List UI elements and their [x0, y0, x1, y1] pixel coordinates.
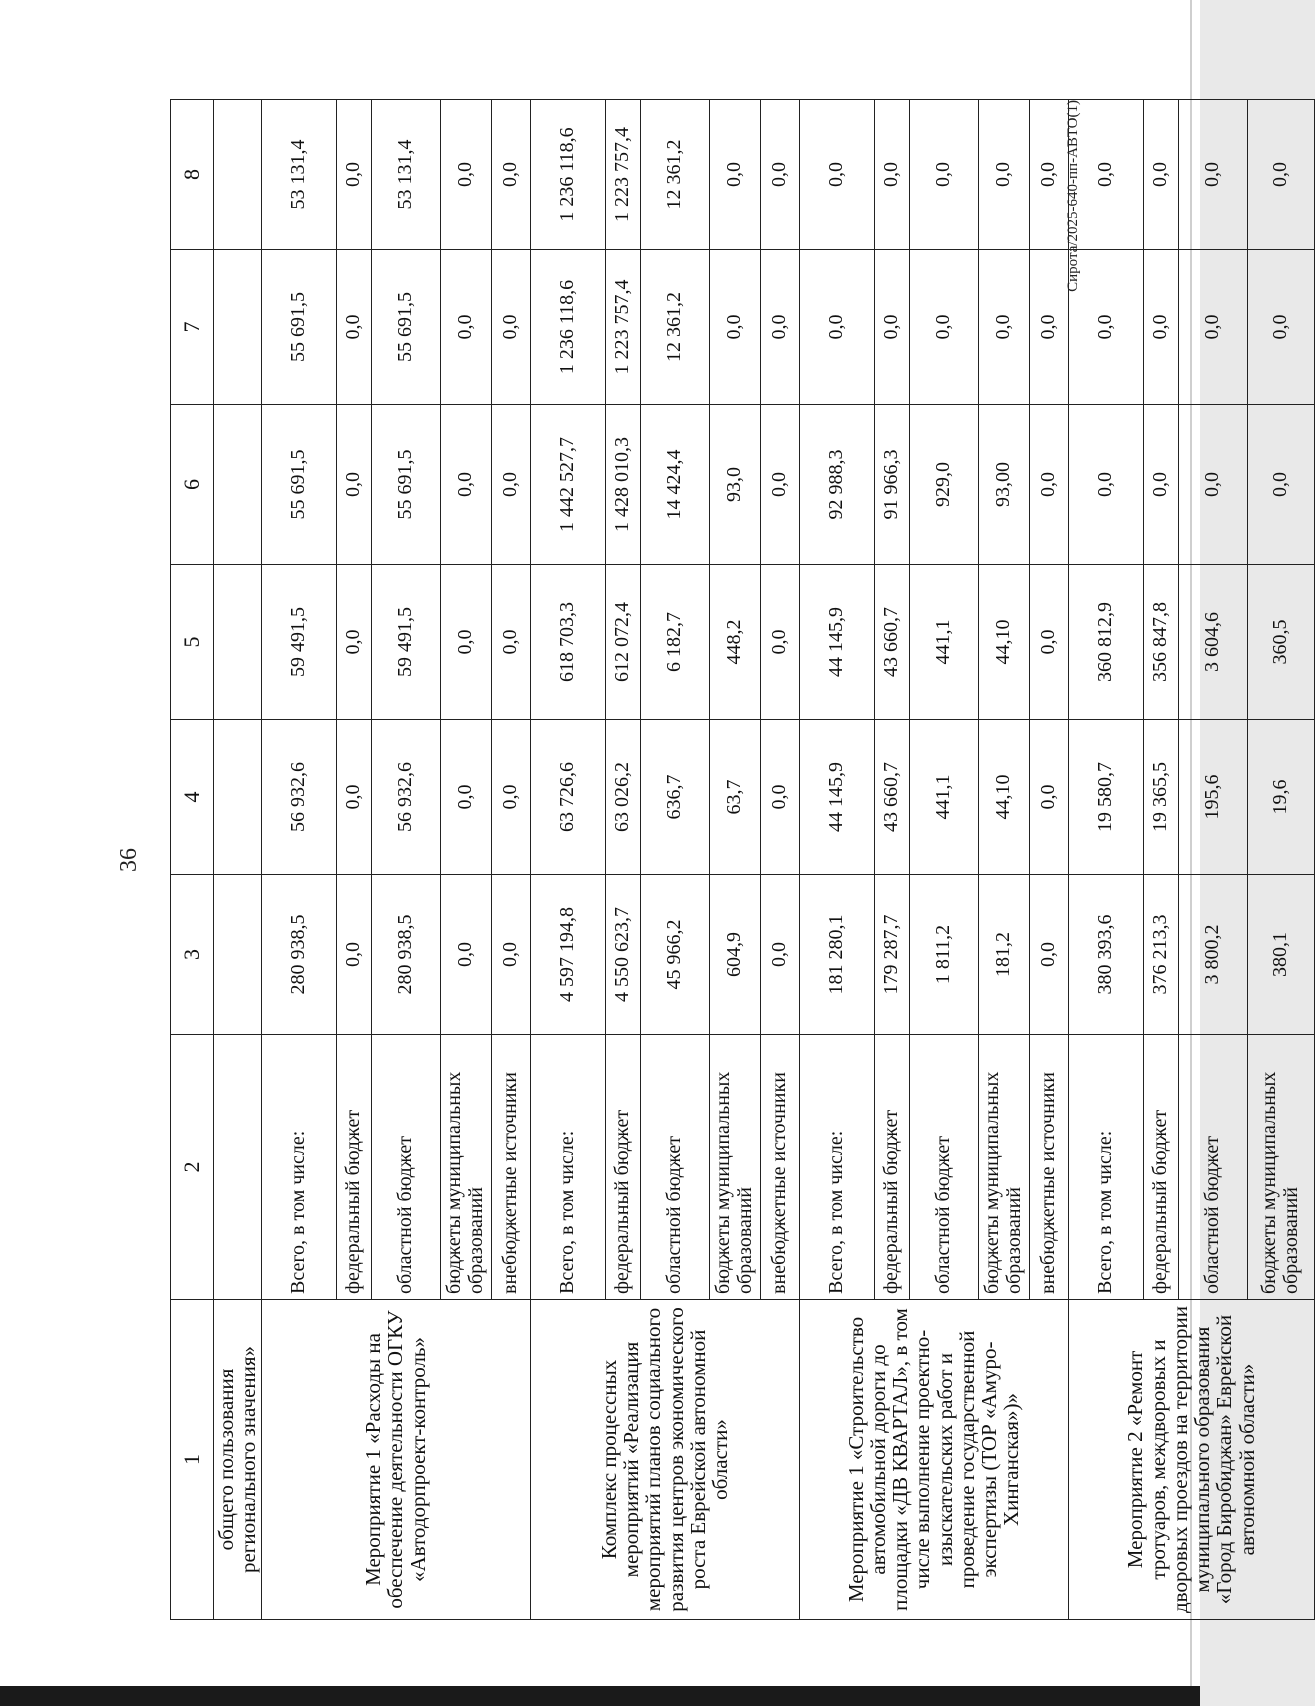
- amount-cell: 0,0: [1068, 100, 1143, 250]
- continuation-name: общего пользования регионального значения»: [214, 1300, 262, 1620]
- amount-cell: 0,0: [1068, 250, 1143, 405]
- amount-cell: 0,0: [760, 100, 799, 250]
- amount-cell: 181,2: [978, 875, 1029, 1035]
- amount-cell: 1 223 757,4: [605, 250, 640, 405]
- amount-cell: 380 393,6: [1068, 875, 1143, 1035]
- funding-source: областной бюджет: [640, 1035, 709, 1300]
- funding-source: федеральный бюджет: [336, 1035, 371, 1300]
- amount-cell: 0,0: [491, 565, 530, 720]
- amount-cell: 0,0: [978, 100, 1029, 250]
- amount-cell: 56 932,6: [371, 720, 440, 875]
- measure-name: Мероприятие 1 «Строительство автомобильной дороги до площадки «ДВ КВАРТАЛ», в том числе выполнение проектно-изыскательских работ и проведение государственной экспертизы (ТОР «Амуро-Хинганская»)»: [799, 1300, 1068, 1620]
- column-header-3: 3: [171, 875, 214, 1035]
- amount-cell: 12 361,2: [640, 250, 709, 405]
- amount-cell: 280 938,5: [371, 875, 440, 1035]
- funding-source: областной бюджет: [1178, 1035, 1247, 1300]
- amount-cell: 43 660,7: [874, 565, 909, 720]
- funding-source: внебюджетные источники: [1029, 1035, 1068, 1300]
- funding-source: федеральный бюджет: [605, 1035, 640, 1300]
- file-mark: Сирота/2025-640-пп-АВТО(1): [1065, 100, 1081, 292]
- amount-cell: 1 442 527,7: [530, 405, 605, 565]
- amount-cell: 0,0: [1029, 565, 1068, 720]
- amount-cell: 43 660,7: [874, 720, 909, 875]
- table-row: [1068, 100, 1143, 1620]
- amount-cell: 604,9: [709, 875, 760, 1035]
- funding-source: федеральный бюджет: [1143, 1035, 1178, 1300]
- amount-cell: 4 550 623,7: [605, 875, 640, 1035]
- amount-cell: 0,0: [1029, 720, 1068, 875]
- amount-cell: 91 966,3: [874, 405, 909, 565]
- page-number: 36: [116, 848, 142, 872]
- column-header-4: 4: [171, 720, 214, 875]
- amount-cell: 0,0: [1143, 100, 1178, 250]
- amount-cell: 93,0: [709, 405, 760, 565]
- amount-cell: 0,0: [1029, 250, 1068, 405]
- budget-table: [170, 99, 1315, 1620]
- amount-cell: 53 131,4: [261, 100, 336, 250]
- amount-cell: 0,0: [1143, 250, 1178, 405]
- amount-cell: 44,10: [978, 720, 1029, 875]
- amount-cell: 356 847,8: [1143, 565, 1178, 720]
- amount-cell: 0,0: [760, 405, 799, 565]
- table-row: [261, 100, 336, 1620]
- amount-cell: 53 131,4: [371, 100, 440, 250]
- funding-source: Всего, в том числе:: [530, 1035, 605, 1300]
- amount-cell: 4 597 194,8: [530, 875, 605, 1035]
- amount-cell: 92 988,3: [799, 405, 874, 565]
- header-row: [171, 100, 214, 1620]
- amount-cell: 55 691,5: [261, 405, 336, 565]
- amount-cell: 59 491,5: [261, 565, 336, 720]
- amount-cell: 0,0: [1178, 250, 1247, 405]
- amount-cell: 0,0: [440, 720, 491, 875]
- amount-cell: 19 580,7: [1068, 720, 1143, 875]
- amount-cell: 55 691,5: [371, 405, 440, 565]
- continuation-row: [214, 100, 262, 1620]
- amount-cell: 56 932,6: [261, 720, 336, 875]
- funding-source: Всего, в том числе:: [1068, 1035, 1143, 1300]
- amount-cell: 44 145,9: [799, 720, 874, 875]
- amount-cell: 929,0: [909, 405, 978, 565]
- amount-cell: 55 691,5: [371, 250, 440, 405]
- amount-cell: 0,0: [440, 250, 491, 405]
- amount-cell: 0,0: [799, 250, 874, 405]
- amount-cell: 1 428 010,3: [605, 405, 640, 565]
- amount-cell: 360 812,9: [1068, 565, 1143, 720]
- amount-cell: 612 072,4: [605, 565, 640, 720]
- amount-cell: 0,0: [491, 875, 530, 1035]
- funding-source: бюджеты муниципальных образований: [978, 1035, 1029, 1300]
- amount-cell: 0,0: [440, 875, 491, 1035]
- amount-cell: 0,0: [1178, 100, 1247, 250]
- amount-cell: 0,0: [1247, 250, 1314, 405]
- amount-cell: 0,0: [440, 565, 491, 720]
- amount-cell: 179 287,7: [874, 875, 909, 1035]
- amount-cell: 0,0: [336, 720, 371, 875]
- amount-cell: 0,0: [709, 100, 760, 250]
- amount-cell: 45 966,2: [640, 875, 709, 1035]
- amount-cell: 0,0: [760, 250, 799, 405]
- amount-cell: 44,10: [978, 565, 1029, 720]
- column-header-6: 6: [171, 405, 214, 565]
- funding-source: бюджеты муниципальных образований: [440, 1035, 491, 1300]
- amount-cell: 63 026,2: [605, 720, 640, 875]
- measure-name: Мероприятие 2 «Ремонт тротуаров, междворовых и дворовых проездов на территории муниципального образования «Город Биробиджан» Еврейской автономной области»: [1068, 1300, 1314, 1620]
- amount-cell: 59 491,5: [371, 565, 440, 720]
- funding-source: внебюджетные источники: [760, 1035, 799, 1300]
- amount-cell: 55 691,5: [261, 250, 336, 405]
- amount-cell: 0,0: [1029, 405, 1068, 565]
- amount-cell: 0,0: [336, 405, 371, 565]
- amount-cell: 63 726,6: [530, 720, 605, 875]
- amount-cell: 1 811,2: [909, 875, 978, 1035]
- amount-cell: 19,6: [1247, 720, 1314, 875]
- amount-cell: 0,0: [1068, 405, 1143, 565]
- amount-cell: 6 182,7: [640, 565, 709, 720]
- amount-cell: 19 365,5: [1143, 720, 1178, 875]
- column-header-5: 5: [171, 565, 214, 720]
- amount-cell: 1 236 118,6: [530, 250, 605, 405]
- amount-cell: 0,0: [336, 565, 371, 720]
- amount-cell: 44 145,9: [799, 565, 874, 720]
- amount-cell: 0,0: [491, 405, 530, 565]
- funding-source: бюджеты муниципальных образований: [709, 1035, 760, 1300]
- amount-cell: 0,0: [1178, 405, 1247, 565]
- funding-source: областной бюджет: [909, 1035, 978, 1300]
- amount-cell: 0,0: [440, 100, 491, 250]
- funding-source: федеральный бюджет: [874, 1035, 909, 1300]
- table-row: [530, 100, 605, 1620]
- amount-cell: 0,0: [909, 250, 978, 405]
- amount-cell: 441,1: [909, 720, 978, 875]
- column-header-7: 7: [171, 250, 214, 405]
- amount-cell: 0,0: [709, 250, 760, 405]
- amount-cell: 1 236 118,6: [530, 100, 605, 250]
- column-header-1: 1: [171, 1300, 214, 1620]
- amount-cell: 0,0: [491, 100, 530, 250]
- amount-cell: 0,0: [978, 250, 1029, 405]
- amount-cell: 0,0: [336, 100, 371, 250]
- amount-cell: 0,0: [760, 565, 799, 720]
- amount-cell: 441,1: [909, 565, 978, 720]
- amount-cell: 380,1: [1247, 875, 1314, 1035]
- amount-cell: 280 938,5: [261, 875, 336, 1035]
- amount-cell: 0,0: [491, 250, 530, 405]
- funding-source: Всего, в том числе:: [261, 1035, 336, 1300]
- table-row: [799, 100, 874, 1620]
- amount-cell: 0,0: [1247, 405, 1314, 565]
- amount-cell: 0,0: [760, 720, 799, 875]
- amount-cell: 0,0: [336, 250, 371, 405]
- funding-source: бюджеты муниципальных образований: [1247, 1035, 1314, 1300]
- amount-cell: 0,0: [336, 875, 371, 1035]
- amount-cell: 1 223 757,4: [605, 100, 640, 250]
- amount-cell: 0,0: [760, 875, 799, 1035]
- amount-cell: 376 213,3: [1143, 875, 1178, 1035]
- amount-cell: 618 703,3: [530, 565, 605, 720]
- amount-cell: 0,0: [874, 100, 909, 250]
- rotated-page-content: [110, 90, 1302, 1630]
- amount-cell: 360,5: [1247, 565, 1314, 720]
- amount-cell: 0,0: [1143, 405, 1178, 565]
- amount-cell: 181 280,1: [799, 875, 874, 1035]
- column-header-2: 2: [171, 1035, 214, 1300]
- amount-cell: 636,7: [640, 720, 709, 875]
- amount-cell: 0,0: [1029, 875, 1068, 1035]
- measure-name: Мероприятие 1 «Расходы на обеспечение деятельности ОГКУ «Автодорпроект-контроль»: [261, 1300, 530, 1620]
- amount-cell: 448,2: [709, 565, 760, 720]
- amount-cell: 63,7: [709, 720, 760, 875]
- binding-edge: [0, 1686, 1200, 1706]
- amount-cell: 14 424,4: [640, 405, 709, 565]
- amount-cell: 0,0: [909, 100, 978, 250]
- amount-cell: 3 800,2: [1178, 875, 1247, 1035]
- funding-source: внебюджетные источники: [491, 1035, 530, 1300]
- amount-cell: 0,0: [491, 720, 530, 875]
- amount-cell: 0,0: [440, 405, 491, 565]
- amount-cell: 0,0: [1029, 100, 1068, 250]
- funding-source: областной бюджет: [371, 1035, 440, 1300]
- column-header-8: 8: [171, 100, 214, 250]
- funding-source: Всего, в том числе:: [799, 1035, 874, 1300]
- amount-cell: 0,0: [799, 100, 874, 250]
- amount-cell: 12 361,2: [640, 100, 709, 250]
- measure-name: Комплекс процессных мероприятий «Реализация мероприятий планов социального развития центров экономического роста Еврейской автономной области»: [530, 1300, 799, 1620]
- amount-cell: 195,6: [1178, 720, 1247, 875]
- amount-cell: 3 604,6: [1178, 565, 1247, 720]
- amount-cell: 93,00: [978, 405, 1029, 565]
- amount-cell: 0,0: [1247, 100, 1314, 250]
- amount-cell: 0,0: [874, 250, 909, 405]
